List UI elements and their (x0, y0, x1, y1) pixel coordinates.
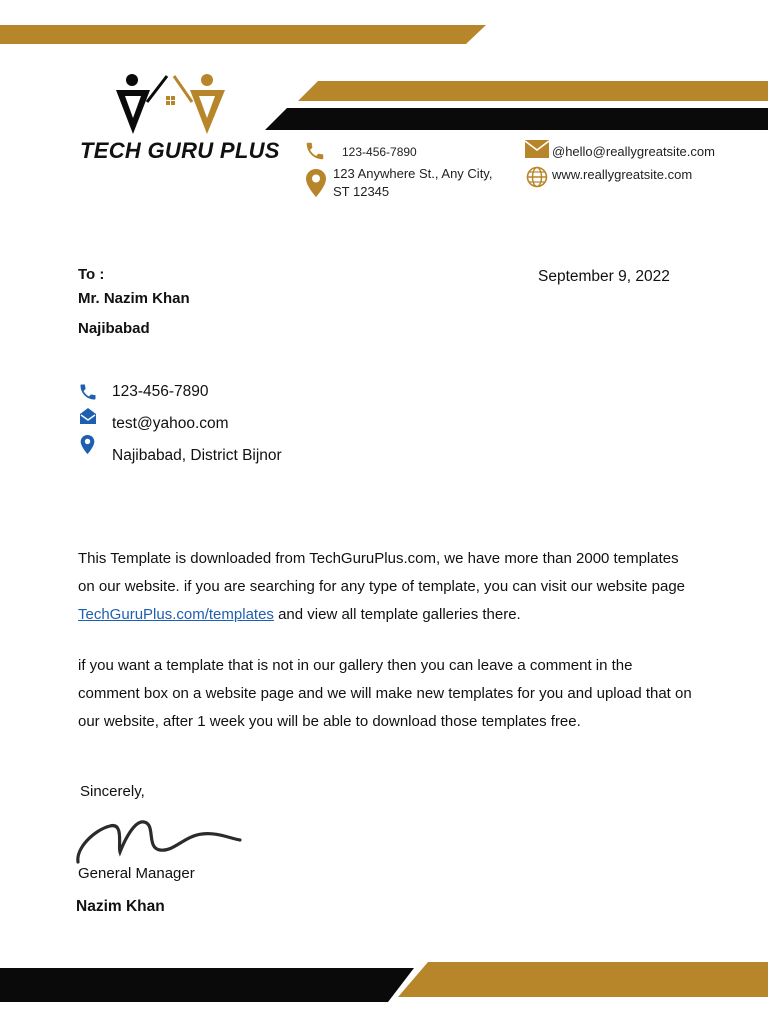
body-paragraph-1-end: and view all template galleries there. (273, 606, 521, 623)
body-paragraph-2: if you want a template that is not in our gallery then you can leave a comment in the comment box on a website page and we will make new templates for you and upload that on our website, after 1 week you will be able to download those templates free. (78, 657, 692, 730)
body-paragraph-1-text: This Template is downloaded from TechGuruPlus.com, we have more than 2000 templates on our website. if you are searching for any type of template, you can visit our website page (78, 550, 686, 595)
phone-icon (304, 140, 326, 162)
footer-gold-band (398, 962, 768, 997)
header-black-band (265, 108, 768, 130)
signature (74, 812, 244, 868)
header-address-line1: 123 Anywhere St., Any City, (333, 166, 493, 181)
closing-sincerely: Sincerely, (80, 783, 145, 800)
globe-icon (526, 166, 548, 188)
signer-role: General Manager (78, 865, 195, 882)
recipient-address: Najibabad, District Bijnor (112, 447, 282, 464)
top-gold-stripe (0, 25, 486, 44)
brand-name: TECH GURU PLUS (80, 138, 280, 163)
header-website: www.reallygreatsite.com (552, 167, 693, 182)
location-pin-icon (305, 168, 327, 198)
header-email: @hello@reallygreatsite.com (552, 144, 715, 159)
templates-link[interactable]: TechGuruPlus.com/templates (78, 606, 274, 623)
recipient-name: Mr. Nazim Khan (78, 290, 190, 307)
recipient-phone-icon (78, 382, 98, 402)
to-label: To : (78, 266, 105, 283)
header-address-line2: ST 12345 (333, 184, 390, 199)
header-phone: 123-456-7890 (342, 145, 417, 159)
recipient-mail-icon (79, 407, 97, 425)
header-gold-band (298, 81, 768, 101)
recipient-phone: 123-456-7890 (112, 383, 209, 400)
body-paragraph-1 (78, 545, 698, 629)
recipient-location-icon (80, 434, 95, 455)
letter-date: September 9, 2022 (538, 268, 670, 285)
mail-icon (525, 140, 549, 158)
footer-black-band (0, 968, 414, 1002)
logo-icon (112, 72, 230, 136)
signer-name: Nazim Khan (76, 898, 165, 915)
recipient-city: Najibabad (78, 320, 150, 337)
recipient-email: test@yahoo.com (112, 415, 229, 432)
